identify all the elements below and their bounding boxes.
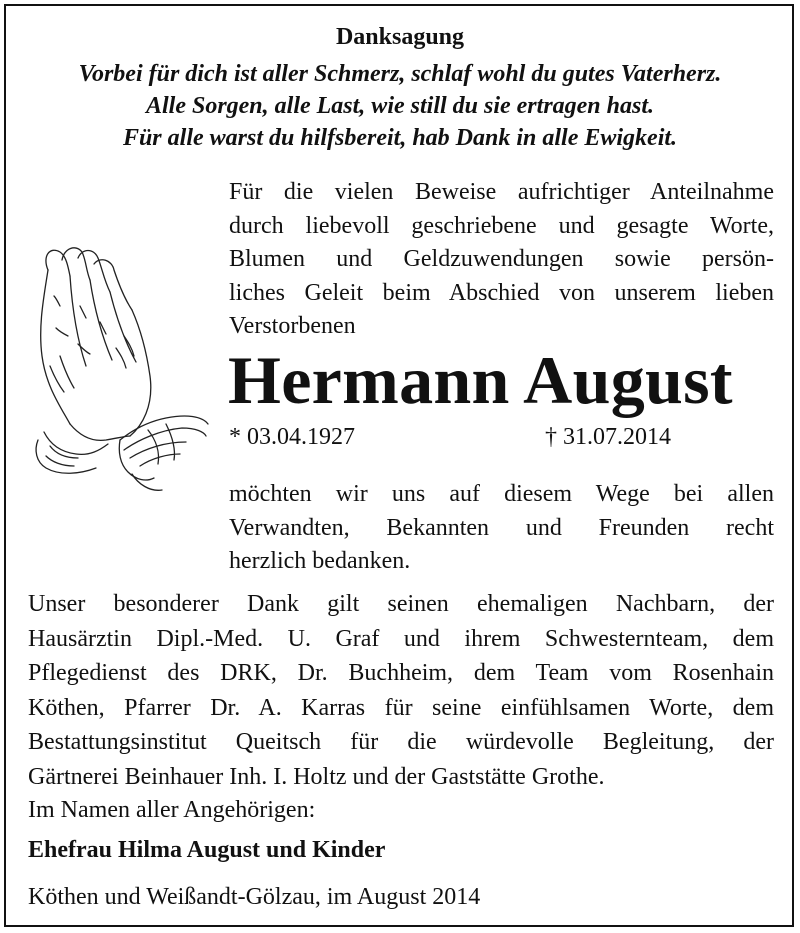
intro-line: Für die vielen Beweise aufrichtiger Anteilnahme (229, 179, 774, 205)
verse-line: Vorbei für dich ist aller Schmerz, schlaf wohl du gutes Vaterherz. (78, 61, 722, 87)
notice-heading: Danksagung (335, 24, 465, 50)
thanks-line: möchten wir uns auf diesem Wege bei allen (229, 481, 774, 507)
intro-line: Blumen und Geldzuwendungen sowie persön- (229, 246, 774, 272)
deceased-name: Hermann August (228, 342, 733, 418)
intro-line: durch liebevoll geschriebene und gesagte Worte, (229, 212, 774, 239)
special-thanks-line: Unser besonderer Dank gilt seinen ehemaligen Nachbarn, der (28, 591, 774, 617)
family-intro: Im Namen aller Angehörigen: (28, 797, 316, 823)
verse-line: Alle Sorgen, alle Last, wie still du sie ertragen hast. (145, 93, 655, 119)
special-thanks-line: Köthen, Pfarrer Dr. A. Karras für seine einfühlsamen Worte, dem (28, 694, 774, 721)
intro-line: liches Geleit beim Abschied von unserem lieben (229, 279, 774, 306)
verse-line: Für alle warst du hilfsbereit, hab Dank in alle Ewigkeit. (122, 125, 678, 151)
thanks-line: Verwandten, Bekannten und Freunden recht (229, 514, 774, 541)
thanks-text (229, 478, 774, 579)
intro-text (229, 176, 774, 344)
praying-hands-icon (20, 236, 210, 496)
special-thanks-line: Bestattungsinstitut Queitsch für die würdevolle Begleitung, der (28, 729, 774, 755)
special-thanks-line: Pflegedienst des DRK, Dr. Buchheim, dem Team vom Rosenhain (28, 660, 774, 686)
intro-line: Verstorbenen (229, 313, 356, 339)
birth-date: * 03.04.1927 (229, 424, 355, 450)
death-date: † 31.07.2014 (545, 424, 671, 450)
special-thanks-text (28, 587, 774, 794)
special-thanks-line: Hausärztin Dipl.-Med. U. Graf und ihrem Schwesternteam, dem (28, 625, 774, 652)
place-and-date: Köthen und Weißandt-Gölzau, im August 2014 (28, 884, 481, 910)
special-thanks-line: Gärtnerei Beinhauer Inh. I. Holtz und der Gaststätte Grothe. (28, 763, 605, 790)
thanks-line: herzlich bedanken. (229, 548, 411, 574)
family-signature: Ehefrau Hilma August und Kinder (28, 837, 386, 863)
memorial-verse (0, 58, 800, 154)
